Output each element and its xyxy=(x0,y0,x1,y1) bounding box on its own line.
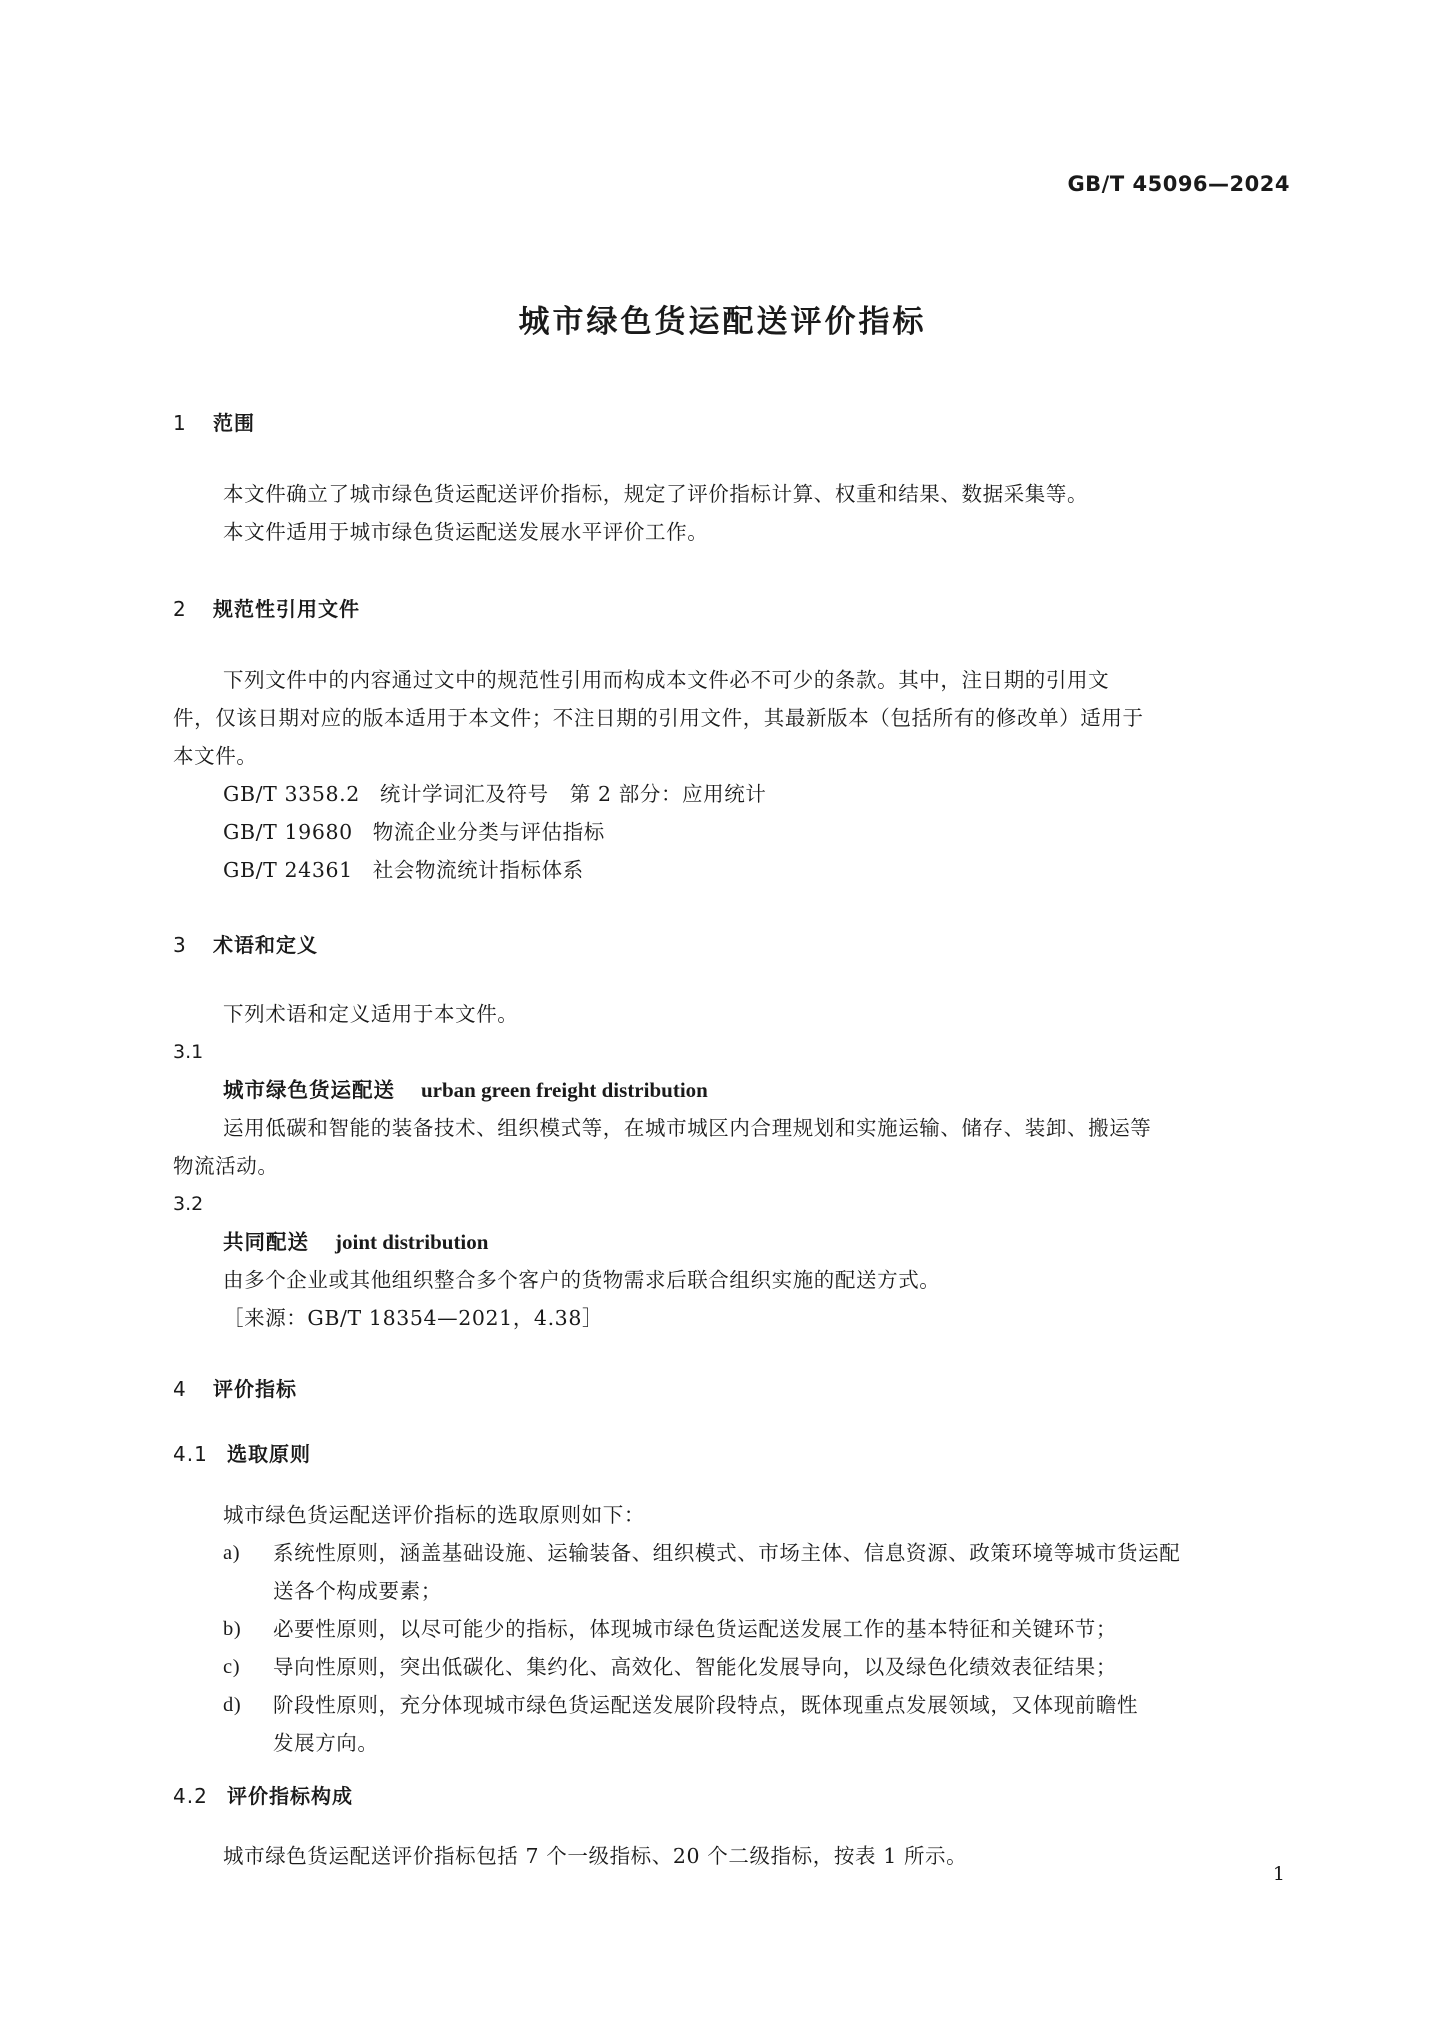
list-marker: a) xyxy=(223,1542,241,1564)
document-title: 城市绿色货运配送评价指标 xyxy=(518,304,927,340)
section-title: 规范性引用文件 xyxy=(213,597,360,621)
subsection-number: 4.2 xyxy=(173,1784,208,1808)
paragraph: 本文件适用于城市绿色货运配送发展水平评价工作。 xyxy=(223,520,709,544)
section-number: 2 xyxy=(173,597,187,621)
reference-code: GB/T 24361 xyxy=(223,858,353,882)
term-definition-line: 物流活动。 xyxy=(173,1154,279,1178)
term-chinese: 城市绿色货运配送 xyxy=(223,1078,395,1102)
subsection-title: 选取原则 xyxy=(227,1442,311,1466)
list-marker: c) xyxy=(223,1656,241,1678)
normative-reference xyxy=(173,775,1291,813)
list-item-line: 送各个构成要素； xyxy=(273,1579,442,1603)
section-number: 3 xyxy=(173,933,187,957)
term-definition-line: 由多个企业或其他组织整合多个客户的货物需求后联合组织实施的配送方式。 xyxy=(223,1268,941,1292)
subsection-4-2-body xyxy=(173,1837,1291,1875)
paragraph: 本文件确立了城市绿色货运配送评价指标，规定了评价指标计算、权重和结果、数据采集等。 xyxy=(223,482,1089,506)
section-1-heading xyxy=(173,407,1291,436)
term-heading xyxy=(173,1223,1291,1261)
subsection-4-2-heading xyxy=(173,1780,1291,1809)
reference-title: 社会物流统计指标体系 xyxy=(372,858,584,882)
section-title: 范围 xyxy=(213,411,255,435)
section-title: 术语和定义 xyxy=(213,933,318,957)
term-source: ［来源：GB/T 18354—2021，4.38］ xyxy=(223,1306,604,1330)
term-number: 3.1 xyxy=(173,1041,204,1063)
subsection-4-1-heading xyxy=(173,1438,1291,1467)
term-chinese: 共同配送 xyxy=(223,1230,309,1254)
section-number: 1 xyxy=(173,411,187,435)
list-item-line: 必要性原则，以尽可能少的指标，体现城市绿色货运配送发展工作的基本特征和关键环节； xyxy=(273,1617,1117,1641)
reference-title: 统计学词汇及符号 第 2 部分：应用统计 xyxy=(379,782,767,806)
list-item-line: 阶段性原则，充分体现城市绿色货运配送发展阶段特点，既体现重点发展领域，又体现前瞻性 xyxy=(273,1693,1139,1717)
section-number: 4 xyxy=(173,1377,187,1401)
subsection-number: 4.1 xyxy=(173,1442,208,1466)
term-heading xyxy=(173,1071,1291,1109)
term-definition-line: 运用低碳和智能的装备技术、组织模式等，在城市城区内合理规划和实施运输、储存、装卸、搬运等 xyxy=(223,1116,1152,1140)
standard-code: GB/T 45096—2024 xyxy=(1067,172,1290,196)
reference-code: GB/T 19680 xyxy=(223,820,353,844)
list-item xyxy=(173,1534,1291,1610)
list-item-line: 发展方向。 xyxy=(273,1731,379,1755)
reference-title: 物流企业分类与评估指标 xyxy=(372,820,605,844)
section-3-body xyxy=(173,995,1291,1337)
section-2-heading xyxy=(173,593,1291,622)
paragraph-line: 本文件。 xyxy=(173,744,258,768)
normative-reference xyxy=(173,851,1291,889)
term-number: 3.2 xyxy=(173,1193,204,1215)
list-item xyxy=(173,1648,1291,1686)
reference-code: GB/T 3358.2 xyxy=(223,782,360,806)
paragraph: 城市绿色货运配送评价指标的选取原则如下： xyxy=(223,1503,645,1527)
paragraph: 下列术语和定义适用于本文件。 xyxy=(223,1002,519,1026)
list-item-line: 系统性原则，涵盖基础设施、运输装备、组织模式、市场主体、信息资源、政策环境等城市货运配 xyxy=(273,1541,1181,1565)
list-item-line: 导向性原则，突出低碳化、集约化、高效化、智能化发展导向，以及绿色化绩效表征结果； xyxy=(273,1655,1117,1679)
list-item xyxy=(173,1686,1291,1762)
section-title: 评价指标 xyxy=(213,1377,297,1401)
term-english: urban green freight distribution xyxy=(421,1078,708,1102)
page-number: 1 xyxy=(1272,1863,1285,1885)
paragraph-line: 下列文件中的内容通过文中的规范性引用而构成本文件必不可少的条款。其中，注日期的引用文 xyxy=(223,668,1110,692)
list-marker: b) xyxy=(223,1618,242,1640)
paragraph: 城市绿色货运配送评价指标包括 7 个一级指标、20 个二级指标，按表 1 所示。 xyxy=(223,1844,968,1868)
section-4-heading xyxy=(173,1373,1291,1402)
section-2-body xyxy=(173,661,1291,889)
paragraph-line: 件，仅该日期对应的版本适用于本文件；不注日期的引用文件，其最新版本（包括所有的修改单）适用于 xyxy=(173,706,1144,730)
term-english: joint distribution xyxy=(335,1230,489,1254)
section-1-body xyxy=(173,475,1291,551)
normative-reference xyxy=(173,813,1291,851)
section-3-heading xyxy=(173,929,1291,958)
subsection-title: 评价指标构成 xyxy=(227,1784,353,1808)
list-marker: d) xyxy=(223,1694,242,1716)
list-item xyxy=(173,1610,1291,1648)
subsection-4-1-body xyxy=(173,1496,1291,1762)
